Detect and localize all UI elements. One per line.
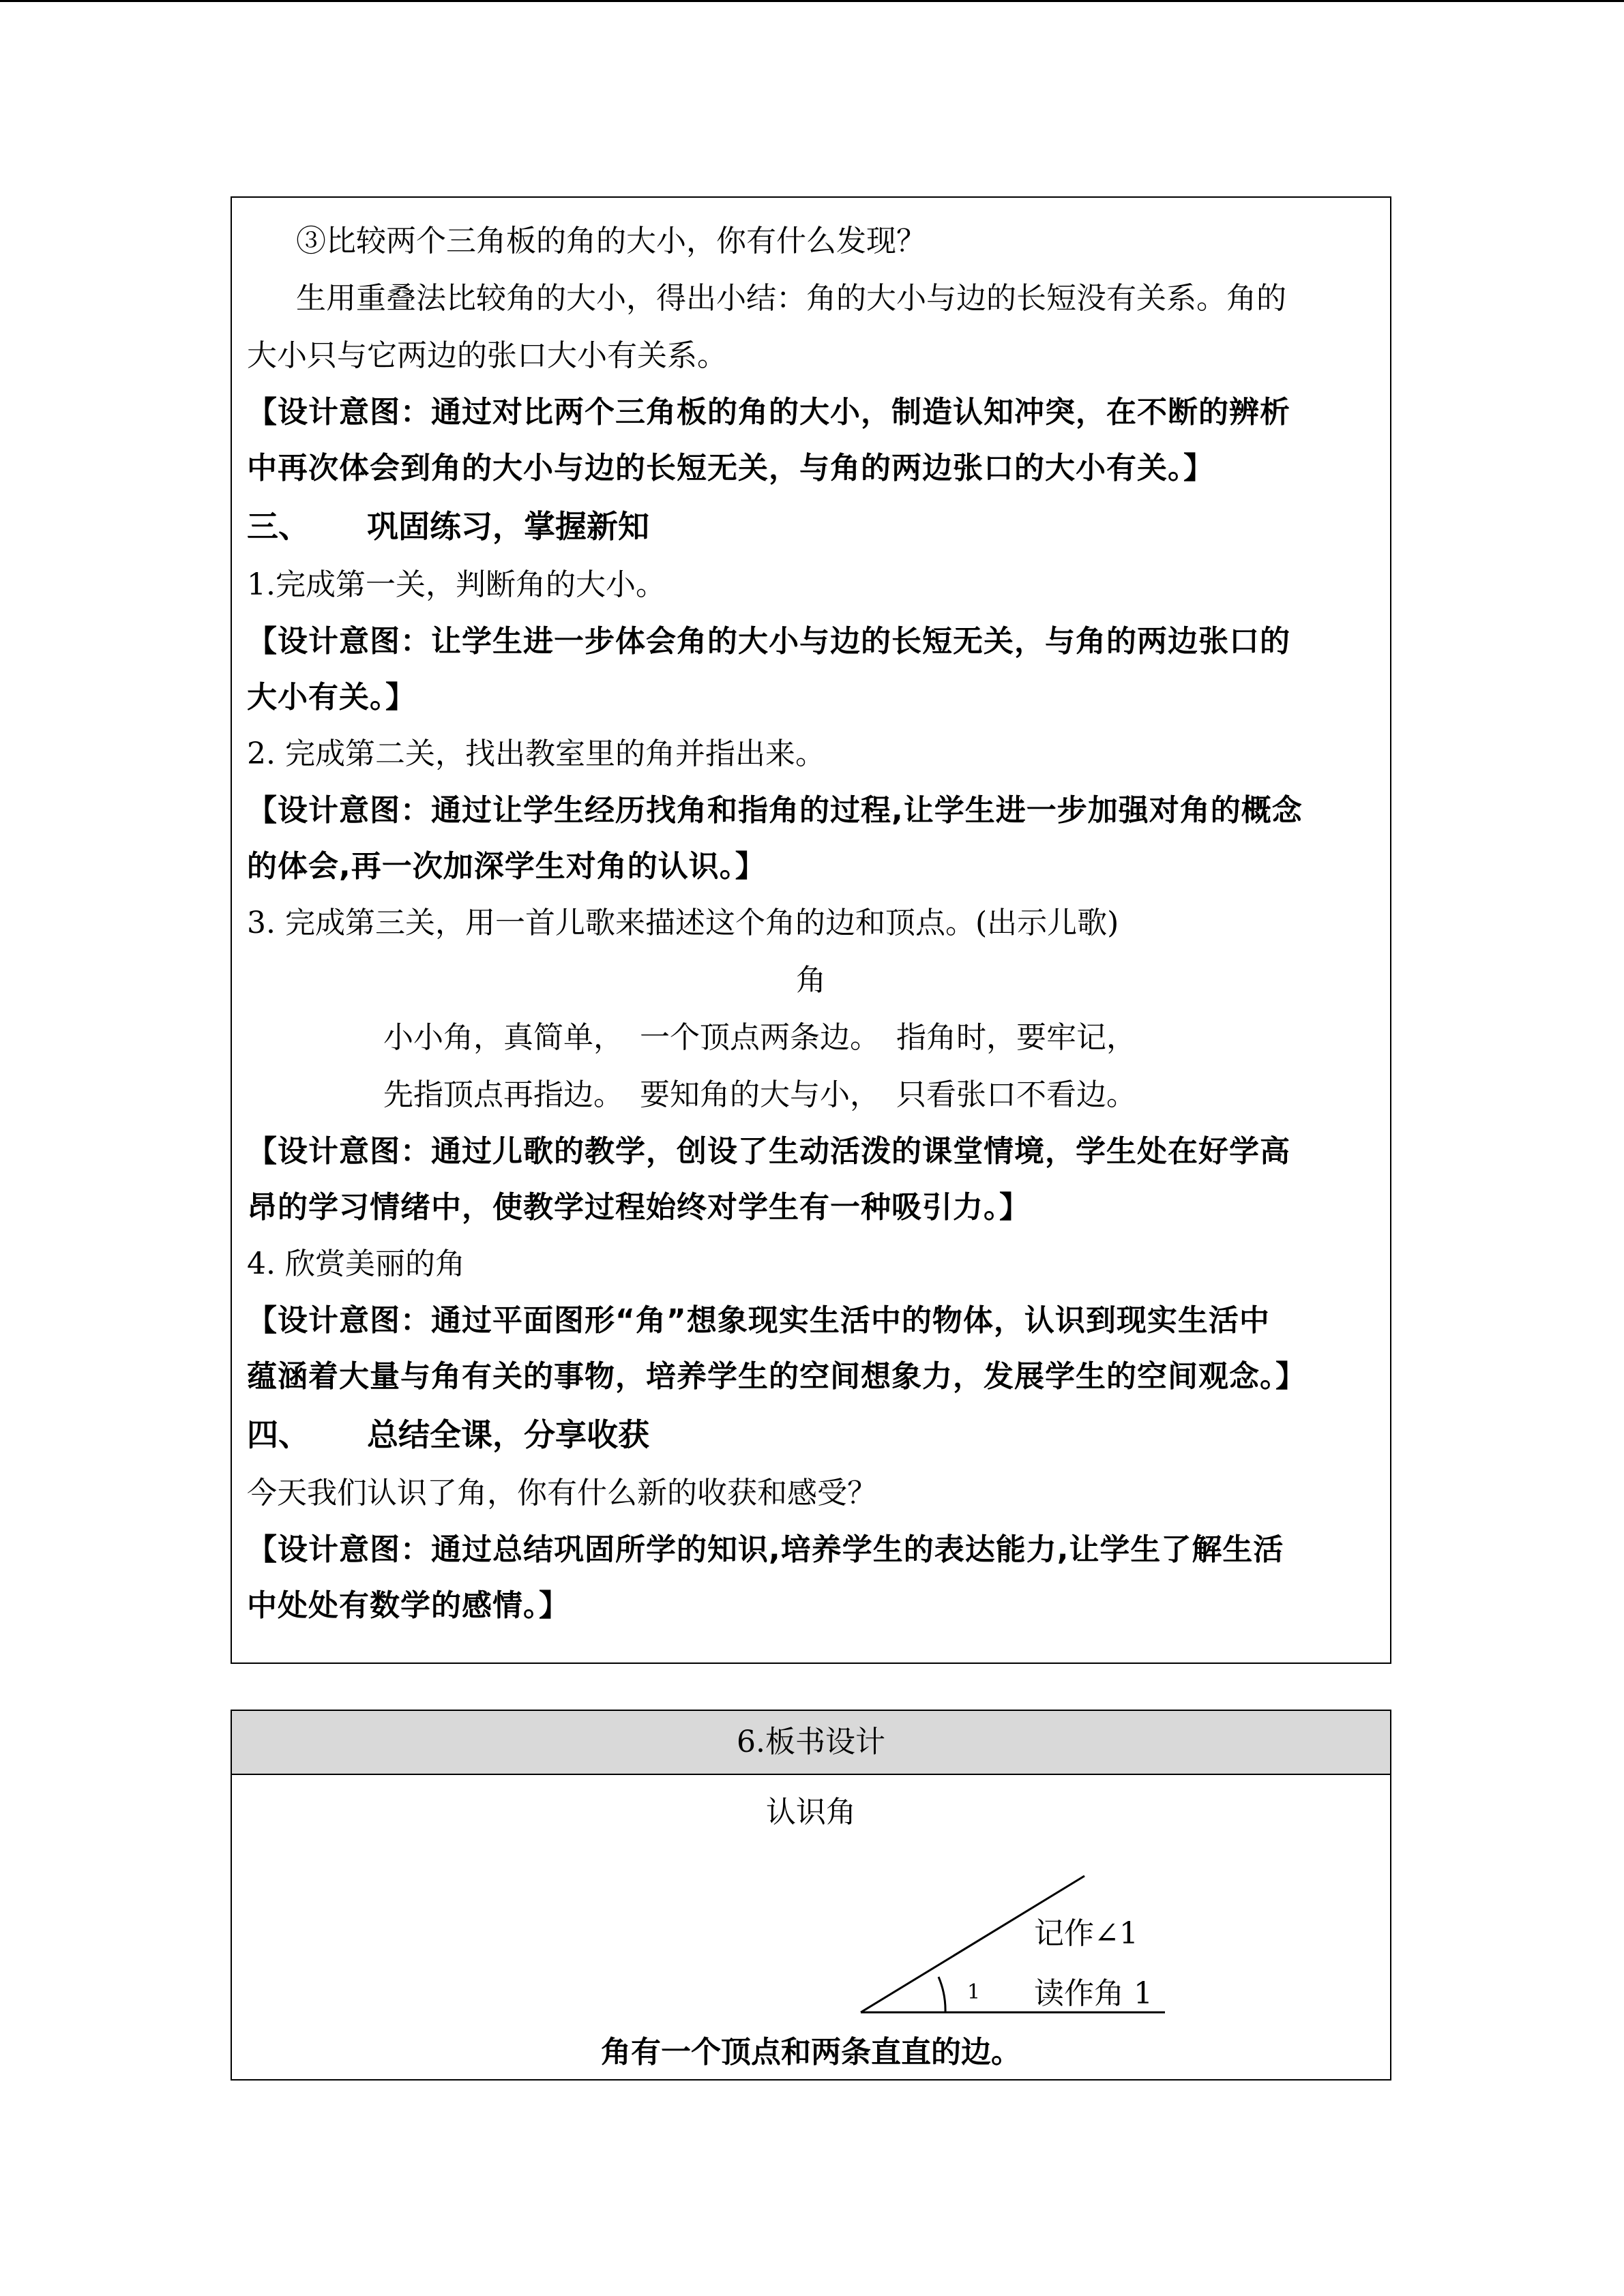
section-heading xyxy=(247,496,1375,556)
lesson-text-line: ③比较两个三角板的角的大小，你有什么发现？ xyxy=(296,224,926,258)
poem-title: 角 xyxy=(796,963,826,998)
design-intent-line: 【设计意图：通过对比两个三角板的角的大小，制造认知冲突，在不断的辨析 xyxy=(247,395,1290,430)
blackboard-header: 6.板书设计 xyxy=(232,1711,1390,1775)
angle-notation: 记作∠1 xyxy=(1034,1916,1138,1951)
board-caption: 角有一个顶点和两条直直的边。 xyxy=(601,2035,1021,2070)
design-intent-line: 中处处有数学的感情。】 xyxy=(247,1588,570,1623)
angle-ray-upper xyxy=(621,1868,859,2012)
poem-phrase: 指角时，要牢记， xyxy=(896,1020,1136,1055)
lesson-text-line: 生用重叠法比较角的大小，得出小结：角的大小与边的长短没有关系。角的 xyxy=(296,281,1286,316)
design-intent-line: 中再次体会到角的大小与边的长短无关，与角的两边张口的大小有关。】 xyxy=(247,451,1214,486)
design-intent-line: 大小有关。】 xyxy=(247,680,416,715)
design-intent-line: 【设计意图：通过儿歌的教学，创设了生动活泼的课堂情境，学生处在好学高 xyxy=(247,1134,1290,1169)
section-title: 总结全课，分享收获 xyxy=(367,1416,649,1453)
design-intent-line: 的体会,再一次加深学生对角的认识。】 xyxy=(247,849,766,884)
design-intent-line: 【设计意图：通过平面图形“角”想象现实生活中的物体，认识到现实生活中 xyxy=(247,1303,1270,1338)
design-intent-line: 昂的学习情绪中，使教学过程始终对学生有一种吸引力。】 xyxy=(247,1190,1030,1225)
section-heading xyxy=(247,1405,1375,1465)
poem-phrase: 小小角，真简单， xyxy=(383,1020,623,1055)
lesson-text-line: 今天我们认识了角，你有什么新的收获和感受？ xyxy=(247,1476,877,1510)
angle-label: 1 xyxy=(967,1980,981,2004)
top-border xyxy=(0,0,1624,2)
poem-line xyxy=(247,1009,1375,1067)
lesson-process-box xyxy=(231,196,1391,1664)
design-intent-line: 【设计意图：通过让学生经历找角和指角的过程,让学生进一步加强对角的概念 xyxy=(247,793,1303,828)
design-intent-line: 【设计意图：让学生进一步体会角的大小与边的长短无关，与角的两边张口的 xyxy=(247,624,1290,659)
lesson-text-line: 2. 完成第二关，找出教室里的角并指出来。 xyxy=(247,736,825,771)
section-title: 巩固练习，掌握新知 xyxy=(367,508,649,545)
section-number: 三、 xyxy=(247,508,310,545)
section-number: 四、 xyxy=(247,1416,310,1453)
design-intent-line: 蕴涵着大量与角有关的事物，培养学生的空间想象力，发展学生的空间观念。】 xyxy=(247,1359,1306,1394)
lesson-text-line: 1.完成第一关，判断角的大小。 xyxy=(247,567,666,602)
lesson-text-line: 大小只与它两边的张口大小有关系。 xyxy=(247,338,727,373)
lesson-text-line: 3. 完成第三关，用一首儿歌来描述这个角的边和顶点。(出示儿歌) xyxy=(247,906,1119,940)
poem-phrase: 先指顶点再指边。 xyxy=(383,1077,623,1112)
angle-reading: 读作角 1 xyxy=(1034,1976,1153,2011)
angle-arc xyxy=(939,1977,945,2012)
poem-phrase: 一个顶点两条边。 xyxy=(640,1020,880,1055)
design-intent-line: 【设计意图：通过总结巩固所学的知识,培养学生的表达能力,让学生了解生活 xyxy=(247,1532,1284,1567)
blackboard-design-box xyxy=(231,1710,1391,2081)
poem-line xyxy=(247,1067,1375,1124)
poem-phrase: 只看张口不看边。 xyxy=(896,1077,1136,1112)
lesson-text-line: 4. 欣赏美丽的角 xyxy=(247,1247,465,1281)
board-title: 认识角 xyxy=(766,1795,856,1830)
poem-phrase: 要知角的大与小， xyxy=(640,1077,880,1112)
